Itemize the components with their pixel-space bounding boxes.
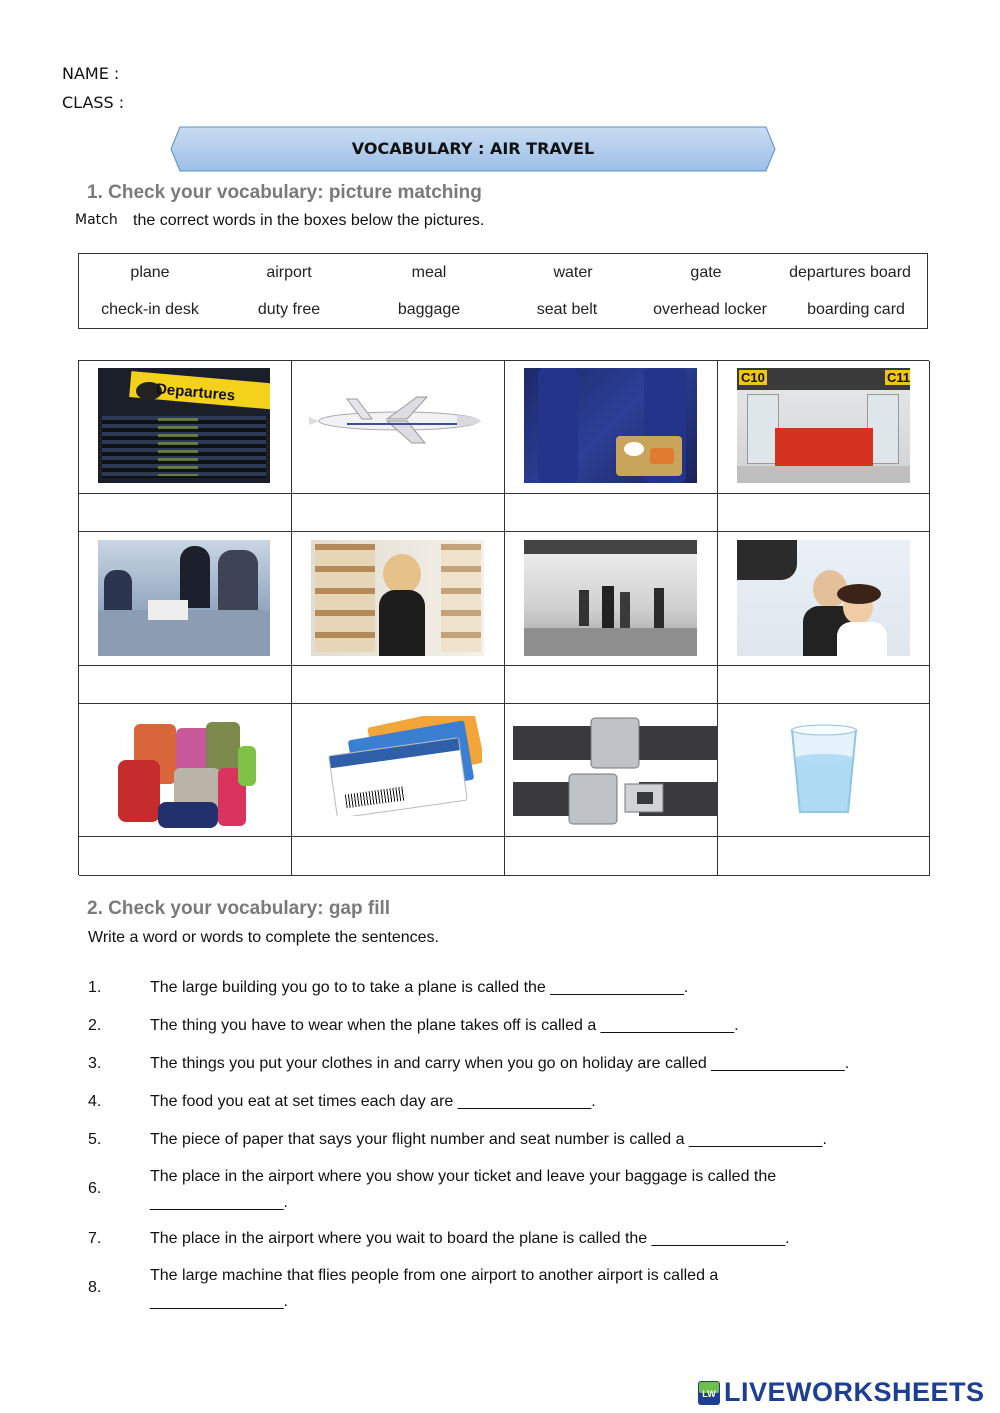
- word-meal: meal: [411, 264, 447, 281]
- answer-cell[interactable]: [505, 837, 718, 876]
- sentence-number: 4.: [88, 1093, 102, 1110]
- sentence-number: 8.: [88, 1279, 102, 1296]
- word-gate: gate: [690, 264, 722, 281]
- section2-heading: 2. Check your vocabulary: gap fill: [87, 898, 391, 919]
- answer-cell[interactable]: [718, 666, 930, 704]
- class-label: CLASS :: [62, 93, 125, 112]
- answer-input[interactable]: [296, 841, 503, 871]
- answer-input[interactable]: [83, 841, 290, 871]
- picture-cell: [718, 361, 930, 494]
- answer-input[interactable]: [722, 841, 928, 871]
- sentence-text: The large building you go to to take a plane is called the _______________.: [150, 979, 689, 996]
- section1-heading: 1. Check your vocabulary: picture matching: [87, 182, 482, 203]
- picture-cell: [505, 532, 718, 666]
- word-airport: airport: [266, 264, 312, 281]
- meal-picture: [524, 368, 697, 483]
- sentence-text: The place in the airport where you wait to board the plane is called the _______________.: [150, 1230, 790, 1247]
- answer-input[interactable]: [296, 670, 503, 700]
- word-seat-belt: seat belt: [536, 301, 598, 318]
- picture-cell: [292, 704, 505, 837]
- baggage-picture: [114, 712, 259, 830]
- answer-input[interactable]: [83, 670, 290, 700]
- picture-cell: [505, 704, 718, 837]
- airport-picture: [524, 540, 697, 656]
- logo-badge: LW: [702, 1389, 716, 1399]
- sentence-number: 1.: [88, 979, 102, 996]
- duty-free-picture: [311, 540, 484, 656]
- picture-cell: [718, 704, 930, 837]
- answer-cell[interactable]: [505, 666, 718, 704]
- check-in-desk-picture: [98, 540, 270, 656]
- picture-cell: [718, 532, 930, 666]
- answer-input[interactable]: [509, 841, 716, 871]
- word-overhead-locker: overhead locker: [653, 301, 767, 318]
- sentence-number: 2.: [88, 1017, 102, 1034]
- picture-cell: [79, 704, 292, 837]
- departures-board-picture: [98, 368, 270, 483]
- page-title: VOCABULARY : AIR TRAVEL: [351, 139, 595, 158]
- title-banner: [170, 126, 776, 172]
- sentence-number: 6.: [88, 1180, 102, 1197]
- sentence-number: 7.: [88, 1230, 102, 1247]
- sentence-text: The things you put your clothes in and carry when you go on holiday are called _______________.: [150, 1055, 850, 1072]
- answer-cell[interactable]: [292, 837, 505, 876]
- sentence-text-continued: _______________.: [150, 1293, 288, 1310]
- answer-input[interactable]: [722, 498, 928, 528]
- instruction-text: the correct words in the boxes below the pictures.: [133, 212, 485, 229]
- sentence-number: 3.: [88, 1055, 102, 1072]
- word-bank: [78, 253, 928, 329]
- sentence-text: The food you eat at set times each day are _______________.: [150, 1093, 596, 1110]
- section2-instruction: Write a word or words to complete the sentences.: [88, 929, 439, 946]
- answer-input[interactable]: [509, 498, 716, 528]
- plane-picture: [307, 391, 487, 446]
- gate-picture: [737, 368, 910, 483]
- sentence-text: The place in the airport where you show your ticket and leave your baggage is called the: [150, 1168, 777, 1185]
- word-boarding-card: boarding card: [807, 301, 905, 318]
- word-check-in-desk: check-in desk: [101, 301, 199, 318]
- overhead-locker-picture: [737, 540, 910, 656]
- word-water: water: [553, 264, 593, 281]
- sentence-number: 5.: [88, 1131, 102, 1148]
- answer-cell[interactable]: [505, 494, 718, 532]
- answer-input[interactable]: [509, 670, 716, 700]
- answer-cell[interactable]: [292, 666, 505, 704]
- word-plane: plane: [130, 264, 170, 281]
- sentence-text: The large machine that flies people from one airport to another airport is called a: [150, 1267, 719, 1284]
- answer-cell[interactable]: [292, 494, 505, 532]
- answer-cell[interactable]: [718, 494, 930, 532]
- gate-sign-c10: C10: [741, 370, 765, 385]
- picture-cell: [292, 361, 505, 494]
- logo-text: LIVEWORKSHEETS: [724, 1377, 985, 1407]
- word-baggage: baggage: [397, 301, 461, 318]
- departures-sign-text: Departures: [155, 380, 236, 405]
- seat-belt-picture: [513, 712, 718, 830]
- water-picture: [784, 724, 864, 819]
- name-label: NAME :: [62, 64, 120, 83]
- picture-cell: [505, 361, 718, 494]
- picture-cell: [79, 361, 292, 494]
- picture-cell: [292, 532, 505, 666]
- picture-grid: [78, 360, 929, 875]
- word-departures-board: departures board: [789, 264, 911, 281]
- picture-cell: [79, 532, 292, 666]
- sentence-text: The thing you have to wear when the plane takes off is called a _______________.: [150, 1017, 739, 1034]
- answer-cell[interactable]: [718, 837, 930, 876]
- answer-cell[interactable]: [79, 494, 292, 532]
- sentence-text: The piece of paper that says your flight number and seat number is called a _______________.: [150, 1131, 827, 1148]
- sentence-text-continued: _______________.: [150, 1194, 288, 1211]
- boarding-card-picture: [322, 716, 482, 816]
- answer-cell[interactable]: [79, 666, 292, 704]
- instruction-prefix: Match: [75, 212, 118, 228]
- gate-sign-c11: C11: [885, 370, 910, 385]
- answer-input[interactable]: [296, 498, 503, 528]
- answer-cell[interactable]: [79, 837, 292, 876]
- answer-input[interactable]: [83, 498, 290, 528]
- word-duty-free: duty free: [257, 301, 321, 318]
- answer-input[interactable]: [722, 670, 928, 700]
